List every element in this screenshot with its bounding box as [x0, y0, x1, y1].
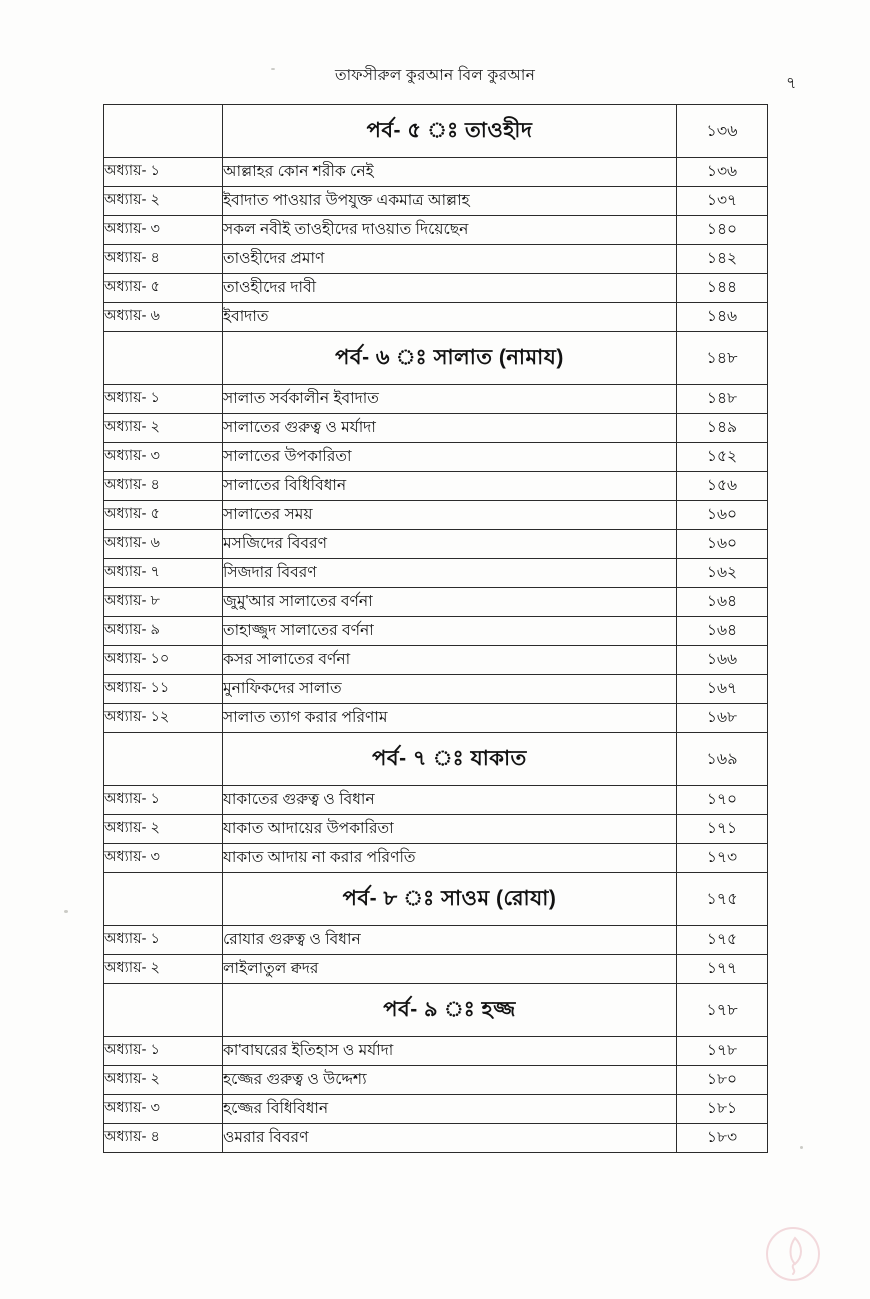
page-number-cell: ১৪৮ [677, 332, 768, 385]
page-number-cell: ১৫৬ [677, 472, 768, 501]
page-number-cell: ১৭৫ [677, 873, 768, 926]
page-number-cell: ১৬০ [677, 501, 768, 530]
chapter-label-cell: অধ্যায়- ২ [104, 955, 223, 984]
entry-title-cell: তাওহীদের প্রমাণ [223, 245, 677, 274]
entry-title-cell: সালাত সর্বকালীন ইবাদাত [223, 385, 677, 414]
entry-title-cell: ইবাদাত পাওয়ার উপযুক্ত একমাত্র আল্লাহ [223, 187, 677, 216]
page-number-cell: ১৮০ [677, 1066, 768, 1095]
chapter-label-cell: অধ্যায়- ৪ [104, 245, 223, 274]
page-number-cell: ১৪৯ [677, 414, 768, 443]
table-row [104, 303, 768, 332]
page-number-cell: ১৬৪ [677, 617, 768, 646]
scan-speck [64, 910, 68, 913]
page-number-cell: ১৪০ [677, 216, 768, 245]
chapter-label-cell: অধ্যায়- ৮ [104, 588, 223, 617]
page-number-cell: ১৪৪ [677, 274, 768, 303]
chapter-label-cell: অধ্যায়- ৩ [104, 443, 223, 472]
table-row [104, 385, 768, 414]
chapter-label-cell: অধ্যায়- ১১ [104, 675, 223, 704]
table-row [104, 588, 768, 617]
chapter-label-cell: অধ্যায়- ৪ [104, 472, 223, 501]
chapter-label-cell: অধ্যায়- ৫ [104, 501, 223, 530]
entry-title-cell: আল্লাহর কোন শরীক নেই [223, 158, 677, 187]
chapter-label-cell: অধ্যায়- ৪ [104, 1124, 223, 1153]
chapter-label-cell: অধ্যায়- ১ [104, 158, 223, 187]
chapter-label-cell: অধ্যায়- ৫ [104, 274, 223, 303]
table-row [104, 559, 768, 588]
page-number-cell: ১৭৮ [677, 1037, 768, 1066]
entry-title-cell: রোযার গুরুত্ব ও বিধান [223, 926, 677, 955]
table-row [104, 530, 768, 559]
table-row [104, 216, 768, 245]
entry-title-cell: জুমু'আর সালাতের বর্ণনা [223, 588, 677, 617]
part-chapter-cell-empty [104, 873, 223, 926]
entry-title-cell: যাকাতের গুরুত্ব ও বিধান [223, 786, 677, 815]
page-number-cell: ১৭৮ [677, 984, 768, 1037]
scan-speck [800, 1146, 803, 1149]
page-number-cell: ১৭৩ [677, 844, 768, 873]
page-number-cell: ১৪৮ [677, 385, 768, 414]
entry-title-cell: তাওহীদের দাবী [223, 274, 677, 303]
chapter-label-cell: অধ্যায়- ১ [104, 926, 223, 955]
running-header: তাফসীরুল কুরআন বিল কুরআন [334, 67, 536, 84]
chapter-label-cell: অধ্যায়- ৬ [104, 303, 223, 332]
chapter-label-cell: অধ্যায়- ১২ [104, 704, 223, 733]
table-row [104, 1124, 768, 1153]
page-number-cell: ১৬৮ [677, 704, 768, 733]
leaf-in-circle-watermark-icon [763, 1224, 823, 1284]
table-row [104, 646, 768, 675]
entry-title-cell: সালাতের বিধিবিধান [223, 472, 677, 501]
chapter-label-cell: অধ্যায়- ৭ [104, 559, 223, 588]
page-number-cell: ১৬৭ [677, 675, 768, 704]
table-row [104, 1037, 768, 1066]
table-row [104, 187, 768, 216]
chapter-label-cell: অধ্যায়- ৩ [104, 844, 223, 873]
page-number-cell: ১৭১ [677, 815, 768, 844]
chapter-label-cell: অধ্যায়- ২ [104, 815, 223, 844]
page-number-cell: ১৬৪ [677, 588, 768, 617]
table-row [104, 844, 768, 873]
page-number-cell: ১৭৫ [677, 926, 768, 955]
page-number-cell: ১৬৬ [677, 646, 768, 675]
part-heading-row [104, 332, 768, 385]
entry-title-cell: সিজদার বিবরণ [223, 559, 677, 588]
entry-title-cell: সকল নবীই তাওহীদের দাওয়াত দিয়েছেন [223, 216, 677, 245]
table-row [104, 414, 768, 443]
part-heading-row [104, 984, 768, 1037]
entry-title-cell: সালাতের সময় [223, 501, 677, 530]
part-title-cell: পর্ব- ৭ ঃ যাকাত [223, 733, 677, 786]
table-row [104, 617, 768, 646]
table-row [104, 926, 768, 955]
entry-title-cell: ওমরার বিবরণ [223, 1124, 677, 1153]
table-row [104, 274, 768, 303]
entry-title-cell: মুনাফিকদের সালাত [223, 675, 677, 704]
part-chapter-cell-empty [104, 105, 223, 158]
entry-title-cell: হজ্জের গুরুত্ব ও উদ্দেশ্য [223, 1066, 677, 1095]
table-row [104, 1066, 768, 1095]
page-number-cell: ১৩৭ [677, 187, 768, 216]
page-number-cell: ১৭৭ [677, 955, 768, 984]
table-row [104, 1095, 768, 1124]
chapter-label-cell: অধ্যায়- ২ [104, 414, 223, 443]
table-row [104, 815, 768, 844]
chapter-label-cell: অধ্যায়- ১ [104, 385, 223, 414]
page-number-cell: ১৮৩ [677, 1124, 768, 1153]
part-title-cell: পর্ব- ৫ ঃ তাওহীদ [223, 105, 677, 158]
entry-title-cell: ইবাদাত [223, 303, 677, 332]
entry-title-cell: হজ্জের বিধিবিধান [223, 1095, 677, 1124]
page-number-cell: ১৪২ [677, 245, 768, 274]
part-title-cell: পর্ব- ৯ ঃ হজ্জ [223, 984, 677, 1037]
scan-speck [271, 68, 275, 70]
entry-title-cell: মসজিদের বিবরণ [223, 530, 677, 559]
page-number-cell: ১৮১ [677, 1095, 768, 1124]
table-row [104, 955, 768, 984]
part-heading-row [104, 105, 768, 158]
chapter-label-cell: অধ্যায়- ৬ [104, 530, 223, 559]
part-heading-row [104, 873, 768, 926]
table-row [104, 675, 768, 704]
entry-title-cell: সালাতের উপকারিতা [223, 443, 677, 472]
part-title-cell: পর্ব- ৮ ঃ সাওম (রোযা) [223, 873, 677, 926]
entry-title-cell: সালাতের গুরুত্ব ও মর্যাদা [223, 414, 677, 443]
table-row [104, 245, 768, 274]
page-number-cell: ১৬০ [677, 530, 768, 559]
entry-title-cell: লাইলাতুল ক্বদর [223, 955, 677, 984]
page-number-cell: ১৬২ [677, 559, 768, 588]
table-row [104, 472, 768, 501]
table-row [104, 704, 768, 733]
part-title-cell: পর্ব- ৬ ঃ সালাত (নামায) [223, 332, 677, 385]
chapter-label-cell: অধ্যায়- ২ [104, 1066, 223, 1095]
chapter-label-cell: অধ্যায়- ৩ [104, 1095, 223, 1124]
page-number-cell: ১৩৬ [677, 105, 768, 158]
table-row [104, 501, 768, 530]
table-row [104, 158, 768, 187]
page-number-cell: ১৪৬ [677, 303, 768, 332]
chapter-label-cell: অধ্যায়- ৯ [104, 617, 223, 646]
entry-title-cell: কা'বাঘরের ইতিহাস ও মর্যাদা [223, 1037, 677, 1066]
table-row [104, 786, 768, 815]
entry-title-cell: যাকাত আদায় না করার পরিণতি [223, 844, 677, 873]
page-number-cell: ১৬৯ [677, 733, 768, 786]
toc-table [103, 104, 768, 1153]
entry-title-cell: তাহাজ্জুদ সালাতের বর্ণনা [223, 617, 677, 646]
chapter-label-cell: অধ্যায়- ১ [104, 1037, 223, 1066]
page-number-cell: ১৭০ [677, 786, 768, 815]
table-row [104, 443, 768, 472]
chapter-label-cell: অধ্যায়- ১ [104, 786, 223, 815]
part-chapter-cell-empty [104, 332, 223, 385]
page-number: ৭ [786, 75, 797, 92]
part-heading-row [104, 733, 768, 786]
page-number-cell: ১৫২ [677, 443, 768, 472]
chapter-label-cell: অধ্যায়- ১০ [104, 646, 223, 675]
chapter-label-cell: অধ্যায়- ৩ [104, 216, 223, 245]
entry-title-cell: সালাত ত্যাগ করার পরিণাম [223, 704, 677, 733]
chapter-label-cell: অধ্যায়- ২ [104, 187, 223, 216]
table-of-contents [103, 104, 767, 1153]
entry-title-cell: যাকাত আদায়ের উপকারিতা [223, 815, 677, 844]
part-chapter-cell-empty [104, 984, 223, 1037]
page-number-cell: ১৩৬ [677, 158, 768, 187]
part-chapter-cell-empty [104, 733, 223, 786]
entry-title-cell: কসর সালাতের বর্ণনা [223, 646, 677, 675]
